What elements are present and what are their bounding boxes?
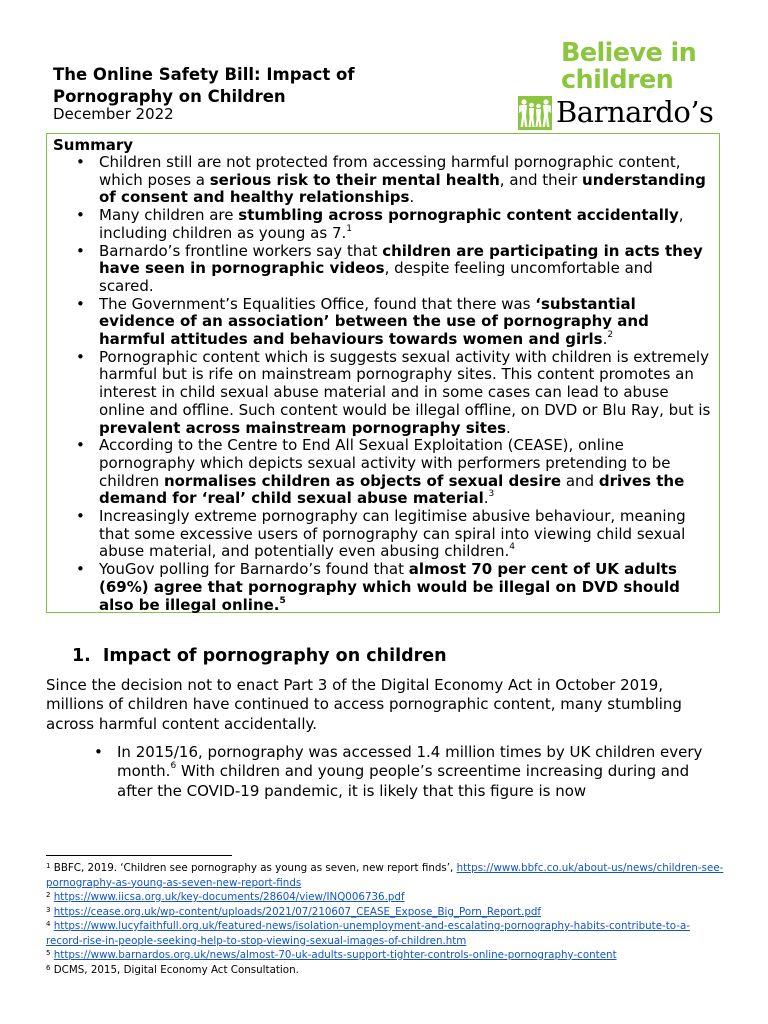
text-run: Children still are not protected from accessing harmful pornographic content, which poses a (99, 153, 681, 189)
summary-bullet (99, 296, 711, 349)
emphasis-text: almost 70 per cent of UK adults (69%) agree that pornography which would be illegal on DVD should also be illegal online. (99, 560, 680, 614)
summary-bullet (99, 207, 711, 242)
text-run: Increasingly extreme pornography can legitimise abusive behaviour, meaning that some excessive users of pornography can spiral into viewing child sexual abuse material, and potentially even abusing children. (99, 507, 686, 561)
text-run: Many children are (99, 206, 239, 225)
document-date: December 2022 (53, 105, 174, 123)
footnote-ref: 4 (509, 542, 515, 553)
footnotes (46, 861, 726, 977)
logo-tagline-line2: children (561, 65, 674, 95)
footnote-link[interactable]: https://www.bbfc.co.uk/about-us/news/children-see-pornography-as-young-as-seven-new-report-finds (46, 862, 724, 889)
footnote-text: BBFC, 2019. ‘Children see pornography as young as seven, new report finds’, (53, 862, 457, 874)
text-run: YouGov polling for Barnardo’s found that (99, 560, 409, 579)
logo-wordmark: Barnardo’s (556, 95, 714, 129)
barnardos-logo (515, 40, 720, 132)
summary-list (99, 154, 711, 614)
summary-bullet (99, 437, 711, 508)
footnote-ref: 2 (607, 330, 614, 341)
summary-bullet (99, 508, 711, 561)
footnote-ref: 1 (346, 223, 352, 234)
footnote (46, 905, 726, 920)
footnote-ref: 6 (170, 761, 177, 772)
footnote-link[interactable]: https://www.lucyfaithfull.org.uk/featured-news/isolation-unemployment-and-escalating-pornography-habits-contribute-to-a-record-rise-in-people-seeking-help-to-stop-viewing-sexual-images-of-children.htm (46, 920, 691, 947)
emphasis-text: serious risk to their mental health (209, 170, 500, 189)
logo-tagline-line1: Believe in (561, 38, 697, 68)
emphasis-text: children are participating in acts they have seen in pornographic videos (99, 241, 703, 278)
footnote-ref: 5 (279, 595, 286, 606)
summary-heading: Summary (53, 136, 134, 154)
section-number: 1. (72, 646, 91, 666)
footnote-text: DCMS, 2015, Digital Economy Act Consultation. (53, 963, 299, 976)
body-bullet (117, 743, 707, 801)
summary-bullet (99, 561, 711, 614)
footnote-number: 5 (46, 949, 51, 957)
emphasis-text: drives the demand for ‘real’ child sexual abuse material (99, 471, 685, 508)
text-run: . (506, 418, 511, 437)
emphasis-text: prevalent across mainstream pornography sites (99, 418, 507, 437)
emphasis-text: normalises children as objects of sexual desire (163, 471, 562, 490)
text-run: Barnardo’s frontline workers say that (99, 241, 383, 260)
text-run: According to the Centre to End All Sexual Exploitation (CEASE), online pornography which depicts sexual activity with performers pretending to be children (99, 436, 671, 490)
footnote-number: 3 (46, 905, 51, 914)
text-run: In 2015/16, pornography was accessed 1.4 million times by UK children every month. (117, 743, 703, 781)
footnote-ref: 3 (488, 489, 495, 500)
text-run: . (409, 188, 415, 207)
body-bullet-list (117, 743, 707, 801)
footnote (46, 963, 726, 978)
section-heading (72, 645, 447, 667)
emphasis-text: stumbling across pornographic content accidentally (238, 206, 679, 225)
summary-bullet (99, 243, 711, 296)
footnote-link[interactable]: https://www.barnardos.org.uk/news/almost-70-uk-adults-support-tighter-controls-online-pornography-content (53, 949, 617, 961)
footnote-number: 6 (46, 963, 51, 972)
footnote-divider (46, 855, 232, 856)
section-title: Impact of pornography on children (102, 646, 447, 666)
footnote-link[interactable]: https://www.iicsa.org.uk/key-documents/28604/view/INQ006736.pdf (53, 891, 405, 903)
footnote (46, 890, 726, 905)
emphasis-text: ‘substantial evidence of an association’ between the use of pornography and harmful attitudes and behaviours towards women and girls (99, 294, 649, 349)
footnote-number: 2 (46, 891, 51, 899)
emphasis-text: understanding of consent and healthy relationships (99, 170, 706, 207)
footnote-link[interactable]: https://cease.org.uk/wp-content/uploads/2021/07/210607_CEASE_Expose_Big_Porn_Report.pdf (53, 905, 542, 918)
text-run: , and their (499, 170, 583, 189)
text-run: , including children as young as 7. (99, 206, 684, 242)
text-run: . (483, 489, 489, 508)
summary-bullet (99, 349, 711, 438)
body-paragraph: Since the decision not to enact Part 3 of the Digital Economy Act in October 2019, millions of children have continued to access pornographic content, many stumbling across harmful content accidentally. (46, 676, 682, 733)
text-run: and (561, 471, 599, 490)
footnote (46, 919, 726, 948)
summary-box (46, 133, 720, 613)
footnote (46, 948, 726, 963)
text-run: The Government’s Equalities Office, found that there was (99, 294, 536, 313)
document-title: The Online Safety Bill: Impact of Pornography on Children (53, 65, 355, 106)
footnote-number: 4 (46, 920, 51, 928)
logo-tagline (561, 40, 696, 94)
text-run: With children and young people’s screentime increasing during and after the COVID-19 pandemic, it is likely that this figure is now (117, 762, 690, 800)
barnardos-figures-icon (518, 96, 552, 130)
footnote (46, 861, 726, 890)
text-run: . (602, 330, 608, 349)
text-run: Pornographic content which is suggests sexual activity with children is extremely harmful but is rife on mainstream pornography sites. This content promotes an interest in child sexual abuse material and in some cases can lead to abuse online and offline. Such content would be illegal offline, on DVD or Blu Ray, but is (99, 347, 711, 419)
footnote-number: 1 (46, 862, 51, 870)
text-run: , despite feeling uncomfortable and scared. (99, 259, 653, 295)
summary-bullet (99, 154, 711, 207)
